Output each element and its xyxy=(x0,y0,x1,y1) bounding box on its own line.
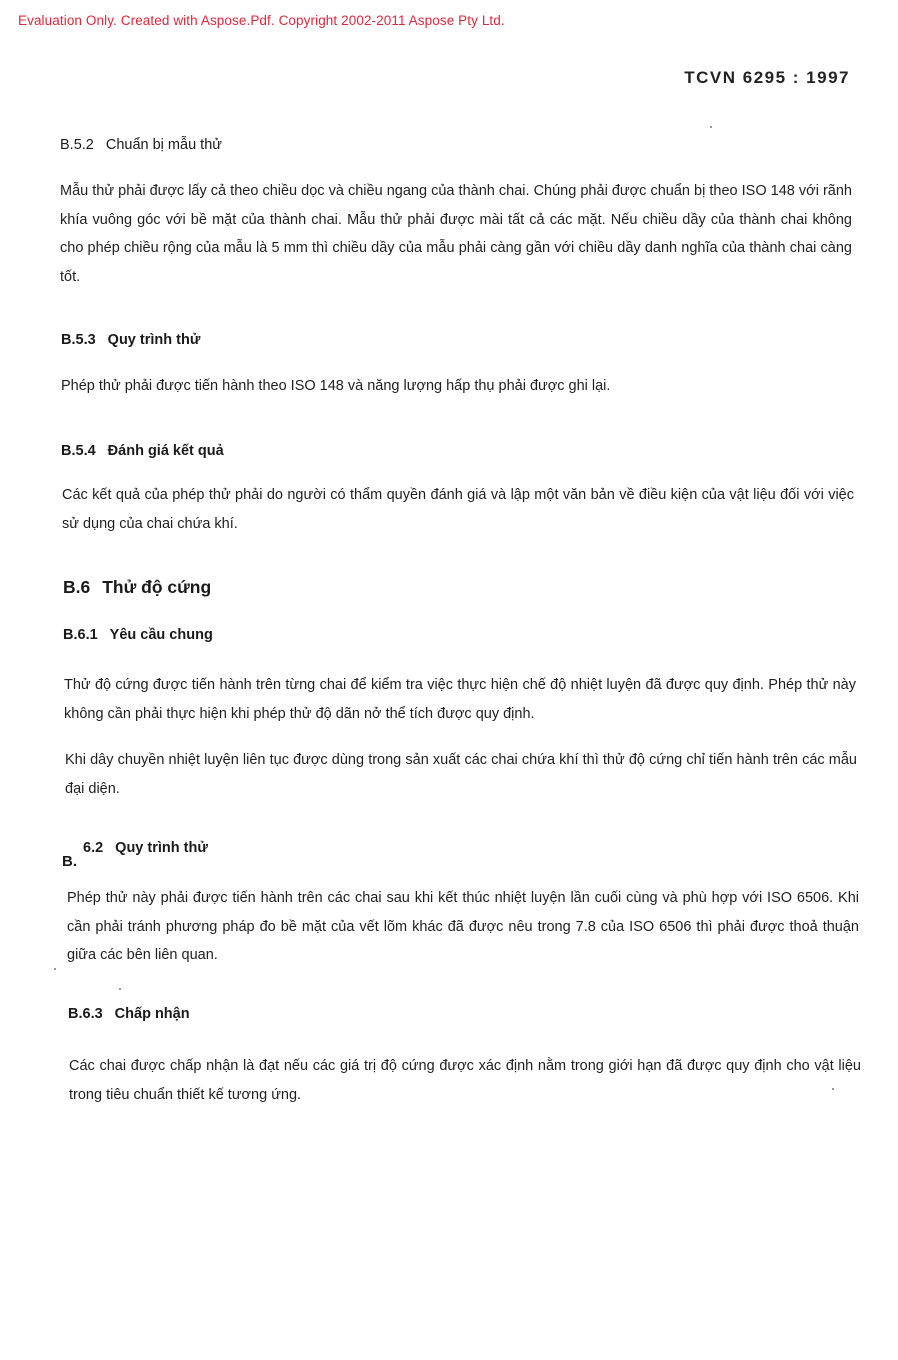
watermark-text: Evaluation Only. Created with Aspose.Pdf. Copyright 2002-2011 Aspose Pty Ltd. xyxy=(18,13,505,28)
section-number: B.5.4 xyxy=(61,443,96,459)
section-heading-b52 xyxy=(60,137,222,153)
section-heading-b6 xyxy=(63,577,211,598)
scan-speck xyxy=(119,988,121,990)
scan-speck xyxy=(54,968,56,970)
section-heading-b54 xyxy=(61,443,224,459)
section-title: Chấp nhận xyxy=(114,1006,190,1022)
section-number: B.5.2 xyxy=(60,137,94,153)
paragraph-b54: Các kết quả của phép thử phải do người có thẩm quyền đánh giá và lập một văn bản về điều kiện của vật liệu đối với việc sử dụng của chai chứa khí. xyxy=(62,487,854,532)
paragraph-b63: Các chai được chấp nhận là đạt nếu các giá trị độ cứng được xác định nằm trong giới hạn đã được quy định cho vật liệu trong tiêu chuẩn thiết kế tương ứng. xyxy=(69,1058,861,1103)
section-number-prefix: B. xyxy=(62,853,77,870)
section-number: B.6.1 xyxy=(63,627,98,643)
section-number: B.5.3 xyxy=(61,332,96,348)
section-heading-b53 xyxy=(61,332,200,348)
document-code: TCVN 6295 : 1997 xyxy=(684,68,850,87)
scan-speck xyxy=(832,1088,834,1090)
section-title: Thử độ cứng xyxy=(102,577,212,597)
section-heading-b62 xyxy=(83,840,208,856)
section-title: Đánh giá kết quả xyxy=(107,443,224,459)
section-number: B.6.3 xyxy=(68,1006,103,1022)
section-heading-b61 xyxy=(63,627,213,643)
paragraph-b62: Phép thử này phải được tiến hành trên các chai sau khi kết thúc nhiệt luyện lần cuối cùng và phù hợp với ISO 6506. Khi cần phải tránh phương pháp đo bề mặt của vết lõm khác đã được nêu trong 7.8 của ISO 6506 thì phải được thoả thuận giữa các bên liên quan. xyxy=(67,890,859,963)
paragraph-b61-2: Khi dây chuyền nhiệt luyện liên tục được dùng trong sản xuất các chai chứa khí thì thử độ cứng chỉ tiến hành trên các mẫu đại diện. xyxy=(65,752,857,797)
section-title: Chuẩn bị mẫu thử xyxy=(105,137,222,153)
section-title: Quy trình thử xyxy=(107,332,201,348)
paragraph-b61-1: Thử độ cứng được tiến hành trên từng chai để kiểm tra việc thực hiện chế độ nhiệt luyện đã được quy định. Phép thử này không cần phải thực hiện khi phép thử độ dãn nở thể tích được quy định. xyxy=(64,677,856,722)
scan-speck xyxy=(710,126,712,128)
paragraph-b52: Mẫu thử phải được lấy cả theo chiều dọc và chiều ngang của thành chai. Chúng phải được chuẩn bị theo ISO 148 với rãnh khía vuông góc với bề mặt của thành chai. Mẫu thử phải được mài tất cả các mặt. Nếu chiều dầy của thành chai không cho phép chiều rộng của mẫu là 5 mm thì chiều dầy của mẫu phải càng gần với chiều dầy danh nghĩa của thành chai càng tốt. xyxy=(60,183,852,285)
section-number: B.6 xyxy=(63,577,91,597)
section-title: Yêu cầu chung xyxy=(109,627,213,643)
section-title: Quy trình thử xyxy=(115,840,208,856)
section-number: 6.2 xyxy=(83,840,104,856)
section-heading-b63 xyxy=(68,1006,190,1022)
paragraph-b53: Phép thử phải được tiến hành theo ISO 148 và năng lượng hấp thụ phải được ghi lại. xyxy=(61,378,611,394)
